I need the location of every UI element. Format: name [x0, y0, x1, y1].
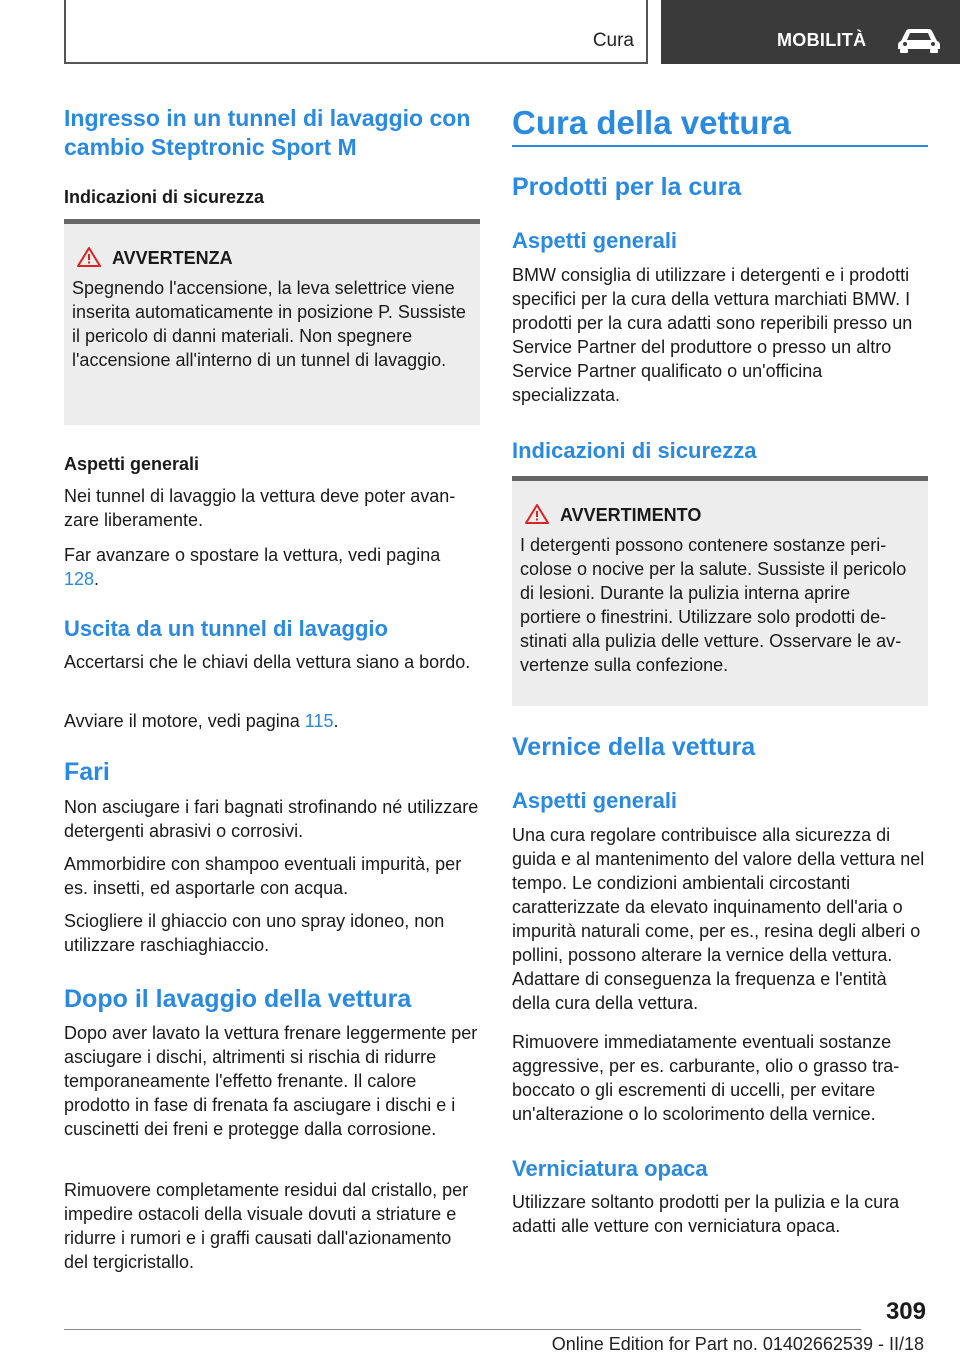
warning-triangle-icon — [524, 503, 550, 525]
heading-matte: Verniciatura opaca — [512, 1156, 708, 1181]
paragraph: Una cura regolare contribuisce alla sicurezza di guida e al mantenimento del valore della vettura nel tempo. Le condizioni ambientali circostanti caratterizzate da elevato inquinamento dell'aria o impurità naturali come, per es., resina degli alberi o pollini, possono alterare la vernice della vettura. Adattare di conseguenza la frequenza e l'entità della cura della vettura. — [512, 825, 925, 1013]
paragraph: Rimuovere completamente residui dal cristallo, per impedire ostacoli della visuale dovuti a striature e ridurre i rumori e i graffi causati dall'azionamento del tergicristallo. — [64, 1180, 469, 1272]
paragraph: Non asciugare i fari bagnati strofinando né utilizzare detergenti abrasivi o corrosivi. — [64, 797, 479, 841]
warning-label: AVVERTENZA — [112, 248, 233, 268]
warning-label: AVVERTIMENTO — [560, 505, 702, 525]
heading-products: Prodotti per la cura — [512, 173, 742, 201]
heading-exit: Uscita da un tunnel di lavaggio — [64, 616, 388, 641]
title-rule — [512, 145, 928, 147]
paragraph-with-link — [64, 709, 480, 733]
warning-text: I detergenti possono contenere sostanze pericolose o nocive per la salute. Sussiste il pericolo di lesioni. Durante la pulizia interna aprire portiere o finestrini. Utilizzare solo prodotti destinati alla pulizia delle vetture. Osservare le avvertenze sulla confezione. — [520, 535, 907, 675]
paragraph: Dopo aver lavato la vettura frenare leggermente per asciugare i dischi, altrimenti si rischia di ridurre temporaneamente l'effetto frenante. Il calore prodotto in fase di frenata fa asciugare i dischi e i cuscinetti dei freni e protegge dalla corrosione. — [64, 1023, 478, 1139]
warning-triangle-icon — [76, 246, 102, 268]
header-chapter-box — [661, 0, 960, 64]
warning-title — [520, 503, 914, 527]
heading-after-wash: Dopo il lavaggio della vettura — [64, 985, 412, 1013]
paragraph-text: Far avanzare o spostare la vettura, vedi pagina — [64, 545, 441, 565]
paragraph-text: Avviare il motore, vedi pagina — [64, 711, 305, 731]
paragraph-with-link — [64, 543, 480, 591]
section-title: Ingresso in un tunnel di lavaggio con cambio Steptronic Sport M — [64, 105, 471, 160]
page-link[interactable]: 115 — [304, 711, 334, 731]
warning-box — [512, 476, 928, 706]
warning-box — [64, 219, 480, 425]
subheading-safety: Indicazioni di sicurezza — [64, 187, 265, 207]
page-number: 309 — [885, 1298, 926, 1325]
footer-rule — [64, 1329, 861, 1330]
header-section-label: Cura — [592, 30, 634, 51]
page-link[interactable]: 128 — [64, 569, 95, 589]
paragraph: Rimuovere immediatamente eventuali sostanze aggressive, per es. carburante, olio o grasso traboccato o gli escrementi di uccelli, per evitare un'alterazione o lo scolorimento della vernice. — [512, 1032, 900, 1124]
paragraph: Sciogliere il ghiaccio con uno spray idoneo, non utilizzare raschiaghiaccio. — [64, 911, 445, 955]
paragraph: Nei tunnel di lavaggio la vettura deve poter avanzare liberamente. — [64, 486, 456, 530]
heading-paint: Vernice della vettura — [512, 733, 756, 761]
footer-edition: Online Edition for Part no. 01402662539 - II/18 — [551, 1334, 924, 1354]
heading-fari: Fari — [64, 758, 110, 786]
car-icon — [897, 27, 941, 53]
paragraph: Utilizzare soltanto prodotti per la pulizia e la cura adatti alle vetture con verniciatura opaca. — [512, 1192, 900, 1236]
paragraph-text: . — [94, 569, 100, 589]
warning-title — [72, 246, 466, 270]
header-section-box — [64, 0, 648, 64]
paragraph: BMW consiglia di utilizzare i detergenti e i prodotti specifici per la cura della vettura marchiati BMW. I prodotti per la cura adatti sono reperibili presso un Service Partner del produttore o presso un altro Service Partner qualificato o un'officina specializzata. — [512, 265, 913, 405]
chapter-title: Cura della vettura — [512, 104, 791, 141]
subheading-general: Aspetti generali — [512, 228, 678, 253]
header-chapter-label: MOBILITÀ — [777, 30, 867, 50]
subheading-general: Aspetti generali — [64, 454, 200, 474]
paragraph: Ammorbidire con shampoo eventuali impurità, per es. insetti, ed asportarle con acqua. — [64, 854, 462, 898]
subheading-safety: Indicazioni di sicurezza — [512, 438, 757, 463]
paragraph: Accertarsi che le chiavi della vettura siano a bordo. — [64, 652, 471, 672]
paragraph-text: . — [333, 711, 339, 731]
warning-text: Spegnendo l'accensione, la leva selettrice viene inserita automaticamente in posizione P. Sussiste il pericolo di danni materiali. Non spegnere l'accensione all'interno di un tunnel di lavaggio. — [72, 278, 466, 370]
subheading-general: Aspetti generali — [512, 788, 678, 813]
